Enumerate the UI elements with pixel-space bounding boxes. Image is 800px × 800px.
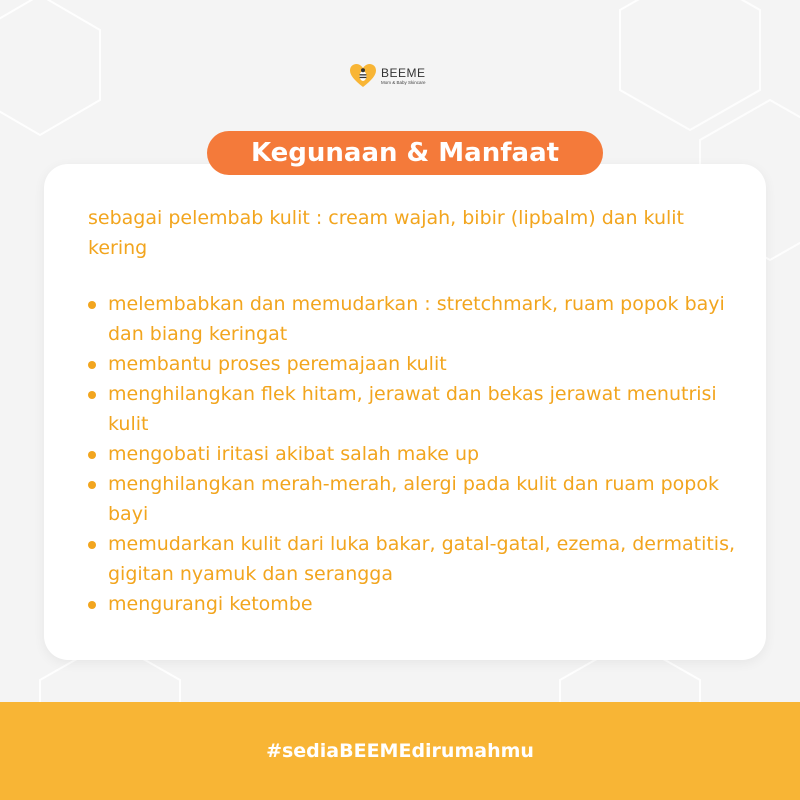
bullet-dot-icon <box>88 301 96 309</box>
list-item <box>88 529 758 589</box>
list-item-text: mengobati iritasi akibat salah make up <box>108 443 480 465</box>
list-item <box>88 379 758 439</box>
bullet-dot-icon <box>88 361 96 369</box>
list-item <box>88 349 758 379</box>
bullet-dot-icon <box>88 541 96 549</box>
benefits-list <box>88 289 758 619</box>
intro-text: sebagai pelembab kulit : cream wajah, bibir (lipbalm) dan kulit kering <box>88 207 684 259</box>
bullet-dot-icon <box>88 601 96 609</box>
bullet-dot-icon <box>88 451 96 459</box>
page-title: Kegunaan & Manfaat <box>207 131 603 175</box>
list-item-text: memudarkan kulit dari luka bakar, gatal-gatal, ezema, dermatitis, gigitan nyamuk dan serangga <box>108 533 736 585</box>
list-item-text: menghilangkan flek hitam, jerawat dan bekas jerawat menutrisi kulit <box>108 383 717 435</box>
list-item-text: menghilangkan merah-merah, alergi pada kulit dan ruam popok bayi <box>108 473 719 525</box>
list-item <box>88 589 758 619</box>
list-item-text: melembabkan dan memudarkan : stretchmark, ruam popok bayi dan biang keringat <box>108 293 725 345</box>
heart-bee-icon <box>349 62 377 90</box>
list-item <box>88 439 758 469</box>
footer-banner <box>0 702 800 800</box>
brand-logo <box>349 60 449 92</box>
list-item-text: mengurangi ketombe <box>108 593 313 615</box>
footer-hashtag: #sediaBEEMEdirumahmu <box>266 740 534 762</box>
bullet-dot-icon <box>88 391 96 399</box>
brand-tagline: Mom & Baby Skincare <box>381 79 426 85</box>
bullet-dot-icon <box>88 481 96 489</box>
brand-name: BEEME <box>381 65 426 80</box>
list-item <box>88 289 758 349</box>
list-item-text: membantu proses peremajaan kulit <box>108 353 447 375</box>
list-item <box>88 469 758 529</box>
